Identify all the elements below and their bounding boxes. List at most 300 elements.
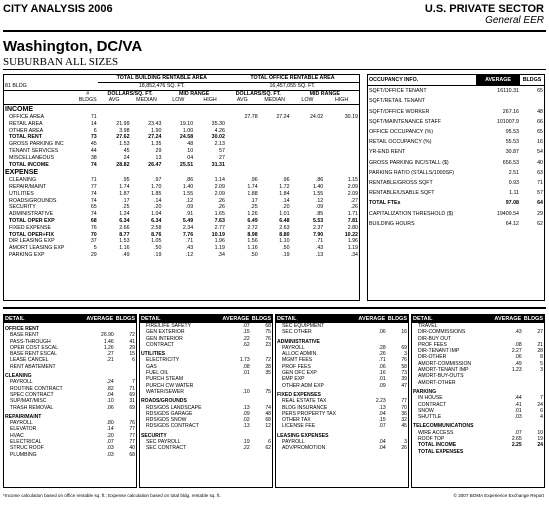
footnote: *Income calculation based on office rentable sq. ft.; Expense calculation based on total bldg. rentable sq. ft. bbox=[3, 493, 221, 498]
row-value: 4.26 bbox=[214, 127, 225, 134]
row-value: .16 bbox=[378, 370, 386, 377]
row-value: 62 bbox=[265, 445, 271, 452]
row-label: AMORT LEASING EXP bbox=[9, 245, 65, 252]
table-row bbox=[4, 252, 359, 259]
row-label: DIR-TENANT IMP bbox=[418, 348, 460, 355]
row-label: TRASH REMOVAL bbox=[10, 404, 54, 411]
row-value: 48 bbox=[537, 108, 543, 115]
row-label: FUEL OIL bbox=[146, 370, 169, 377]
row-value: .15 bbox=[378, 417, 386, 424]
row-value: 71 bbox=[129, 385, 135, 392]
row-value: .25 bbox=[122, 204, 130, 211]
table-row bbox=[140, 445, 272, 451]
row-value: 7.81 bbox=[347, 217, 358, 224]
d2-h-detail: DETAIL bbox=[141, 315, 161, 322]
row-value: 77 bbox=[129, 426, 135, 433]
row-label: ELEVATOR bbox=[10, 426, 37, 433]
row-value bbox=[131, 114, 163, 121]
table-row bbox=[140, 395, 272, 404]
row-label: DIR-COMMISSIONS bbox=[418, 329, 466, 336]
row-label: PARKING EXP bbox=[9, 251, 45, 258]
row-value: 2.09 bbox=[214, 190, 225, 197]
table-row bbox=[276, 445, 408, 451]
row-value: 29 bbox=[537, 210, 543, 217]
row-value: 48 bbox=[187, 141, 194, 148]
table-row bbox=[4, 198, 359, 205]
d4-h-avg: AVERAGE bbox=[494, 315, 522, 322]
row-value: 8 bbox=[540, 354, 543, 361]
table-row bbox=[368, 178, 544, 188]
row-value: 55.53 bbox=[505, 139, 519, 146]
row-value bbox=[324, 155, 359, 162]
row-label: DIR LEASING EXP bbox=[9, 238, 55, 245]
row-value: .17 bbox=[122, 197, 130, 204]
row-value: 04 bbox=[187, 154, 194, 161]
row-value: 21.99 bbox=[116, 120, 130, 127]
h-num: # bbox=[86, 90, 90, 97]
row-label: OFFICE AREA bbox=[9, 113, 45, 120]
table-row bbox=[368, 168, 544, 178]
row-value: 62 bbox=[537, 220, 543, 227]
table-row bbox=[4, 232, 359, 239]
row-value: .20 bbox=[282, 204, 290, 211]
table-row bbox=[140, 348, 272, 357]
row-label: RETAIL OCCUPANCY (%) bbox=[369, 139, 432, 146]
row-value: .07 bbox=[242, 323, 250, 329]
row-label: TRAVEL bbox=[418, 323, 438, 329]
row-value: 2.51 bbox=[508, 169, 519, 176]
bldg-count: 81 BLDG bbox=[4, 82, 98, 90]
row-value: .14 bbox=[282, 197, 290, 204]
row-value bbox=[259, 121, 291, 128]
row-value: 2.58 bbox=[151, 224, 162, 231]
row-value: 1.55 bbox=[312, 190, 324, 197]
row-value: 7 bbox=[540, 395, 543, 402]
row-label: REPAIR/MAINT bbox=[5, 413, 42, 420]
row-value bbox=[324, 134, 359, 141]
row-value bbox=[115, 323, 136, 332]
row-value: 101007.9 bbox=[496, 118, 519, 125]
table-row bbox=[4, 238, 359, 245]
row-label: ROADS/GROUNDS bbox=[9, 197, 57, 204]
row-value: 6.49 bbox=[247, 217, 258, 224]
row-value: .13 bbox=[242, 423, 250, 430]
row-value: 6 bbox=[268, 439, 271, 446]
row-label: AMORT-TENANT IMP bbox=[418, 367, 469, 374]
row-value: 7.63 bbox=[214, 217, 225, 224]
row-value bbox=[226, 148, 259, 155]
occupancy-table bbox=[368, 75, 544, 229]
row-value bbox=[291, 121, 325, 128]
detail-col-3 bbox=[275, 314, 409, 488]
row-value bbox=[226, 155, 259, 162]
row-label: LICENSE FEE bbox=[282, 423, 316, 430]
row-value: 71 bbox=[90, 113, 97, 120]
row-value: 1.73 bbox=[239, 357, 250, 364]
row-value: 30.87 bbox=[505, 149, 519, 156]
table-row bbox=[368, 147, 544, 157]
row-value: 29 bbox=[129, 344, 135, 351]
h-low-2: LOW bbox=[301, 97, 314, 104]
report-title: CITY ANALYSIS 2006 bbox=[3, 3, 113, 15]
row-label: PERS PROPERTY TAX bbox=[282, 410, 336, 417]
row-value bbox=[357, 430, 387, 439]
row-label: PAYROLL bbox=[282, 439, 305, 446]
row-value: 64 bbox=[537, 200, 543, 207]
row-value: 77 bbox=[401, 398, 407, 405]
row-value: 74 bbox=[90, 190, 97, 197]
row-value bbox=[259, 141, 291, 148]
row-value: 2.27 bbox=[511, 348, 522, 355]
table-row bbox=[368, 219, 544, 229]
row-label: FIRE/LIFE SAFETY bbox=[146, 323, 192, 329]
row-label: CONTRACT bbox=[146, 341, 175, 348]
row-value bbox=[221, 395, 251, 404]
row-value: 6.34 bbox=[151, 217, 162, 224]
row-value: 65 bbox=[90, 204, 97, 211]
row-value: .95 bbox=[122, 177, 130, 184]
h-avg-2: AVG bbox=[236, 97, 248, 104]
row-value: 27.24 bbox=[148, 134, 162, 141]
row-value: 2.37 bbox=[312, 224, 324, 231]
row-value bbox=[324, 141, 359, 148]
toa-sqft: 16,457,055 SQ. FT. bbox=[226, 82, 359, 90]
row-value: 27.62 bbox=[116, 134, 130, 141]
row-label: IN HOUSE bbox=[418, 395, 443, 402]
table-row bbox=[4, 225, 359, 232]
row-value: 74 bbox=[90, 161, 97, 168]
row-value: 2.34 bbox=[182, 224, 194, 231]
row-label: PROF FEES bbox=[282, 363, 311, 370]
row-value: 6.48 bbox=[279, 217, 290, 224]
row-value: .01 bbox=[242, 370, 250, 377]
row-label: OTHER AREA bbox=[9, 127, 44, 134]
row-value: 35 bbox=[265, 370, 271, 377]
row-value: 2.09 bbox=[214, 183, 225, 190]
row-value: 2.25 bbox=[511, 442, 522, 449]
row-label: GEN OFC EXP bbox=[282, 370, 317, 377]
row-value: 2.72 bbox=[247, 224, 258, 231]
row-value: 47 bbox=[401, 382, 407, 389]
row-value: 66 bbox=[537, 118, 543, 125]
row-label: CLEANING bbox=[5, 373, 32, 380]
row-value: .50 bbox=[282, 245, 290, 252]
row-value: .71 bbox=[315, 238, 324, 245]
row-value: 38 bbox=[90, 154, 97, 161]
row-value: 68 bbox=[265, 323, 271, 329]
row-value: 29 bbox=[90, 251, 97, 258]
row-label: LEASING EXPENSES bbox=[277, 432, 329, 439]
table-row bbox=[4, 128, 359, 135]
row-label: PAYROLL bbox=[10, 420, 33, 427]
row-value: .13 bbox=[242, 404, 250, 411]
row-value: 13 bbox=[155, 154, 162, 161]
row-label: TOTAL INCOME bbox=[418, 442, 457, 449]
row-value: 6 bbox=[132, 357, 135, 364]
row-value: 1.16 bbox=[119, 245, 130, 252]
row-label: OTHER ADM EXP bbox=[282, 382, 324, 389]
h-dollars-2: DOLLARS/SQ. FT. bbox=[235, 90, 281, 97]
row-label: TENANT SERVICES bbox=[9, 147, 59, 154]
row-value: 16 bbox=[401, 329, 407, 336]
row-value: .10 bbox=[242, 388, 250, 395]
row-value: 12 bbox=[265, 423, 271, 430]
row-value: 3.98 bbox=[119, 127, 130, 134]
row-value: .97 bbox=[154, 177, 162, 184]
row-value: .49 bbox=[122, 251, 130, 258]
main-table bbox=[4, 75, 359, 259]
row-label: FIXED EXPENSE bbox=[9, 224, 52, 231]
tba-sqft: 18,852,476 SQ. FT. bbox=[98, 82, 226, 90]
detail-rule bbox=[3, 307, 546, 309]
row-value bbox=[226, 162, 259, 169]
income-heading: INCOME bbox=[5, 106, 33, 114]
title-rule bbox=[3, 69, 546, 70]
row-label: SNOW bbox=[418, 407, 434, 414]
row-label: REAL ESTATE TAX bbox=[282, 398, 327, 405]
row-value: .04 bbox=[106, 391, 114, 398]
sector-label: U.S. PRIVATE SECTOR bbox=[424, 3, 544, 15]
row-value: 1.14 bbox=[214, 177, 225, 184]
row-value: 267.16 bbox=[502, 108, 519, 115]
detail-rows-2 bbox=[140, 323, 272, 452]
row-value: 1.40 bbox=[182, 183, 194, 190]
table-row bbox=[368, 209, 544, 219]
row-value: 44 bbox=[90, 147, 97, 154]
row-value: 77 bbox=[129, 439, 135, 446]
row-label: GROSS PARKING INC bbox=[9, 141, 64, 148]
row-value: 73 bbox=[401, 370, 407, 377]
row-value: .86 bbox=[185, 177, 194, 184]
row-value: 40 bbox=[537, 159, 543, 166]
row-value: 1.26 bbox=[247, 211, 258, 218]
row-value: 97.08 bbox=[505, 200, 519, 207]
row-label: ALLOC ADMIN bbox=[282, 351, 317, 358]
row-value bbox=[221, 430, 251, 439]
row-value: 2.63 bbox=[279, 224, 290, 231]
h-bldgs: BLDGS bbox=[78, 97, 97, 104]
row-value bbox=[226, 134, 259, 141]
table-row bbox=[4, 218, 359, 225]
row-value: .41 bbox=[514, 401, 522, 408]
table-row bbox=[368, 188, 544, 198]
row-value: 14 bbox=[90, 120, 97, 127]
row-value: 75 bbox=[265, 388, 271, 395]
table-row bbox=[368, 198, 544, 208]
row-value: 24 bbox=[537, 442, 543, 449]
row-value bbox=[324, 162, 359, 169]
row-value: 3 bbox=[404, 439, 407, 446]
d4-h-detail: DETAIL bbox=[413, 315, 433, 322]
row-label: EMP EXP bbox=[282, 376, 305, 383]
row-value: .04 bbox=[378, 445, 386, 452]
row-value: 1.65 bbox=[214, 211, 225, 218]
table-row bbox=[4, 162, 359, 169]
row-value: 37 bbox=[90, 238, 97, 245]
table-row bbox=[4, 184, 359, 191]
submarket-name: SUBURBAN ALL SIZES bbox=[3, 56, 119, 68]
table-row bbox=[276, 389, 408, 398]
row-value: 68 bbox=[265, 417, 271, 424]
row-value bbox=[493, 449, 523, 455]
h-median: MEDIAN bbox=[136, 97, 157, 104]
row-value: 1.35 bbox=[151, 141, 162, 148]
row-label: TOTAL INCOME bbox=[9, 161, 49, 168]
row-value: .26 bbox=[378, 351, 386, 358]
row-value bbox=[387, 336, 408, 345]
row-value: 5 bbox=[540, 360, 543, 367]
row-label: UTILITIES bbox=[9, 190, 34, 197]
row-value bbox=[85, 323, 115, 332]
row-value: 76 bbox=[90, 224, 97, 231]
row-label: BLDG INSURANCE bbox=[282, 404, 328, 411]
table-row bbox=[4, 411, 136, 420]
row-label: SQFT/OFFICE TENANT bbox=[369, 88, 427, 95]
row-value: 45 bbox=[401, 423, 407, 430]
row-value: .27 bbox=[350, 197, 358, 204]
row-value bbox=[85, 370, 115, 379]
row-label: PROF FEES bbox=[418, 341, 447, 348]
row-value: 76 bbox=[401, 357, 407, 364]
row-value: 5.53 bbox=[312, 217, 324, 224]
row-value: .86 bbox=[315, 177, 324, 184]
row-value bbox=[226, 141, 259, 148]
row-value: 19409.54 bbox=[496, 210, 519, 217]
row-value: .71 bbox=[378, 357, 386, 364]
row-value: 8.80 bbox=[279, 231, 290, 238]
row-value: .02 bbox=[242, 417, 250, 424]
row-value: .14 bbox=[106, 426, 114, 433]
row-value bbox=[291, 148, 325, 155]
row-value: 2.13 bbox=[214, 141, 225, 148]
row-value: .49 bbox=[514, 360, 522, 367]
row-value: 656.53 bbox=[502, 159, 519, 166]
row-label: SQFT/OFFICE WORKER bbox=[369, 108, 430, 115]
detail-col-1 bbox=[3, 314, 137, 488]
h-high: HIGH bbox=[203, 97, 217, 104]
row-value: 69 bbox=[129, 391, 135, 398]
detail-rows-4 bbox=[412, 323, 544, 455]
row-value: 19 bbox=[537, 436, 543, 443]
row-label: SEC CONTRACT bbox=[146, 445, 187, 452]
row-value: 69 bbox=[129, 404, 135, 411]
d1-h-bldgs: BLDGS bbox=[115, 315, 135, 322]
table-row bbox=[4, 370, 136, 379]
row-value: 75 bbox=[265, 329, 271, 336]
table-row bbox=[4, 134, 359, 141]
row-value: .28 bbox=[378, 344, 386, 351]
row-value: 23 bbox=[265, 341, 271, 348]
detail-rows-1 bbox=[4, 323, 136, 458]
row-value: 24 bbox=[123, 154, 130, 161]
row-label: CLEANING bbox=[9, 177, 37, 184]
row-label: OFFICE RENT bbox=[5, 326, 39, 332]
row-value: .19 bbox=[242, 439, 250, 446]
row-value: 2.66 bbox=[119, 224, 130, 231]
row-label: SECURITY bbox=[9, 204, 36, 211]
row-value: 24 bbox=[537, 401, 543, 408]
table-row bbox=[368, 86, 544, 97]
row-value: 77 bbox=[129, 432, 135, 439]
row-value: .26 bbox=[217, 197, 225, 204]
row-value: .22 bbox=[242, 445, 250, 452]
row-value: 4 bbox=[540, 414, 543, 421]
row-label: OFFICE OCCUPANCY (%) bbox=[369, 129, 433, 136]
row-value: .01 bbox=[514, 407, 522, 414]
row-value: .34 bbox=[217, 251, 225, 258]
row-value: 31 bbox=[129, 398, 135, 405]
row-label: SHUTTLE bbox=[418, 414, 442, 421]
row-label: LEASE CANCEL bbox=[10, 357, 49, 364]
row-value: .01 bbox=[378, 376, 386, 383]
detail-col-4 bbox=[411, 314, 545, 488]
d2-h-avg: AVERAGE bbox=[222, 315, 250, 322]
table-row bbox=[4, 211, 359, 218]
row-value: .91 bbox=[185, 211, 194, 218]
report-sector bbox=[425, 3, 544, 26]
row-value: 1.74 bbox=[119, 183, 130, 190]
row-label: RENTABLE/USABLE SQFT bbox=[369, 190, 435, 197]
row-value: .34 bbox=[350, 251, 358, 258]
copyright: © 2007 BOMA Experience Exchange Report bbox=[453, 493, 544, 498]
row-label: MGMT FEES bbox=[282, 357, 313, 364]
row-value: 1.04 bbox=[151, 211, 162, 218]
row-value bbox=[493, 420, 523, 429]
row-label: TOTAL FTEs bbox=[369, 200, 401, 207]
table-row bbox=[276, 336, 408, 345]
row-value bbox=[85, 411, 115, 420]
row-value: 54 bbox=[537, 149, 543, 156]
d3-h-avg: AVERAGE bbox=[358, 315, 386, 322]
row-value: 8.77 bbox=[119, 231, 130, 238]
row-label: PARKING bbox=[413, 388, 437, 395]
row-value: 1.84 bbox=[279, 190, 290, 197]
row-label: RDS/GDS LANDSCAPE bbox=[146, 404, 202, 411]
row-value: 1.16 bbox=[247, 245, 258, 252]
row-value: 2.09 bbox=[347, 190, 358, 197]
row-value bbox=[162, 114, 194, 121]
row-value: .08 bbox=[242, 363, 250, 370]
row-label: TELECOMMUNICATIONS bbox=[413, 423, 474, 430]
row-value bbox=[387, 430, 408, 439]
table-row bbox=[368, 107, 544, 117]
row-value: .43 bbox=[185, 245, 194, 252]
detail-rows-3 bbox=[276, 323, 408, 452]
row-value: .12 bbox=[185, 197, 194, 204]
row-value: 10.19 bbox=[211, 231, 225, 238]
row-value: 27 bbox=[219, 154, 225, 161]
row-value: 30.19 bbox=[344, 113, 358, 120]
table-row bbox=[4, 191, 359, 198]
row-value bbox=[259, 148, 291, 155]
row-value bbox=[259, 155, 291, 162]
row-value bbox=[115, 411, 136, 420]
toa-title: TOTAL OFFICE RENTABLE AREA bbox=[226, 75, 359, 82]
row-value bbox=[251, 430, 272, 439]
row-value: 72 bbox=[265, 357, 271, 364]
row-label: SEC OTHER bbox=[282, 329, 312, 336]
row-value: 57 bbox=[219, 147, 225, 154]
row-value: 1.53 bbox=[119, 141, 130, 148]
row-value: 45 bbox=[123, 147, 130, 154]
row-label: ADMINISTRATIVE bbox=[9, 211, 54, 218]
row-label: BUILDING HOURS bbox=[369, 220, 415, 227]
d3-h-bldgs: BLDGS bbox=[387, 315, 407, 322]
row-value: 31.31 bbox=[211, 161, 225, 168]
h-dollars: DOLLARS/SQ. FT. bbox=[107, 90, 153, 97]
row-value bbox=[523, 386, 544, 395]
d3-h-detail: DETAIL bbox=[277, 315, 297, 322]
